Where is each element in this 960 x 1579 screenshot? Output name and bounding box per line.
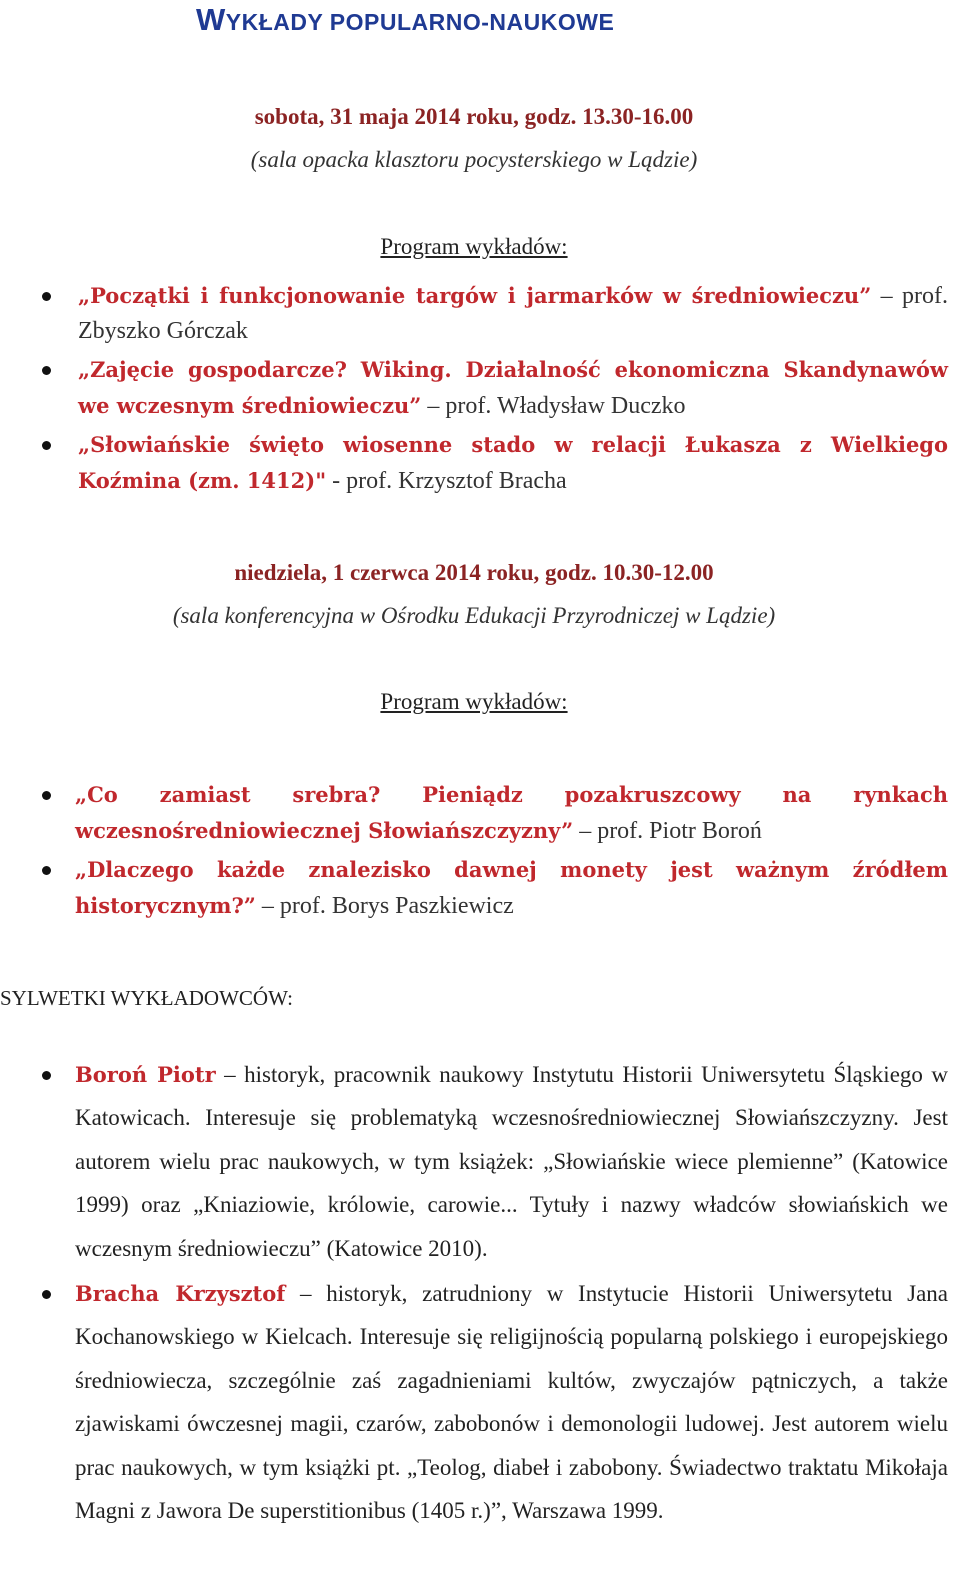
page-title-rest: YKŁADY POPULARNO-NAUKOWE [225, 9, 615, 35]
lecture-title: „Początki i funkcjonowanie targów i jarmarków w średniowieczu” [78, 283, 872, 308]
lecture-item [0, 427, 948, 499]
session1-lecture-list [0, 278, 948, 502]
lecturer: – prof. Władysław Duczko [421, 393, 686, 419]
session1-date: sobota, 31 maja 2014 roku, godz. 13.30-16.00 [254, 104, 694, 129]
bio-item [0, 1272, 948, 1532]
lecture-title: „Co zamiast srebra? Pieniądz pozakruszcowy na rynkach wczesnośredniowiecznej Słowiańszczyzny” [75, 782, 948, 843]
lecture-item [0, 777, 948, 849]
lecture-item [0, 352, 948, 424]
session2-venue: (sala konferencyjna w Ośrodku Edukacji Przyrodniczej w Lądzie) [172, 603, 776, 628]
lecturer: – prof. Zbyszko Górczak [78, 283, 948, 344]
bios-heading: SYLWETKI WYKŁADOWCÓW: [0, 986, 293, 1010]
lecture-item [0, 278, 948, 349]
session2-program-label: Program wykładów: [380, 689, 568, 714]
lecture-item [0, 852, 948, 924]
lecturer: - prof. Krzysztof Bracha [326, 468, 567, 494]
lecturer: – prof. Borys Paszkiewicz [255, 893, 514, 919]
session1-program-label: Program wykładów: [380, 234, 568, 259]
lecture-title: „Słowiańskie święto wiosenne stado w relacji Łukasza z Wielkiego Koźmina (zm. 1412)" [78, 432, 948, 493]
session2-date: niedziela, 1 czerwca 2014 roku, godz. 10.30-12.00 [234, 560, 714, 585]
page-title-initial: W [196, 2, 226, 37]
bio-text: – historyk, zatrudniony w Instytucie Historii Uniwersytetu Jana Kochanowskiego w Kielcach. Interesuje się religijnością popularną polskiego i europejskiego średniowiecza, szczególnie zaś zagadnieniami kultów, zwyczajów pątniczych, a także zjawiskami ówczesnej magii, czarów, zabobonów i demonologii ludowej. Jest autorem wielu prac naukowych, w tym książki pt. „Teolog, diabeł i zabobony. Świadectwo traktatu Mikołaja Magni z Jawora De superstitionibus (1405 r.)”, Warszawa 1999. [75, 1281, 949, 1524]
session2-lecture-list [0, 777, 948, 927]
lecture-title: „Dlaczego każde znalezisko dawnej monety jest ważnym źródłem historycznym?” [75, 857, 948, 918]
bio-text: – historyk, pracownik naukowy Instytutu Historii Uniwersytetu Śląskiego w Katowicach. Interesuje się problematyką wczesnośredniowiecznej Słowiańszczyzny. Jest autorem wielu prac naukowych, w tym książek: „Słowiańskie wiece plemienne” (Katowice 1999) oraz „Kniaziowie, królowie, carowie... Tytuły i nazwy władców słowiańskich we wczesnym średniowieczu” (Katowice 2010). [75, 1062, 948, 1261]
lecture-title: „Zajęcie gospodarcze? Wiking. Działalność ekonomiczna Skandynawów we wczesnym średniowieczu” [78, 357, 948, 418]
page-title [196, 2, 614, 38]
lecturer: – prof. Piotr Boroń [573, 818, 762, 844]
bio-name: Bracha Krzysztof [75, 1281, 286, 1307]
bio-item [0, 1053, 948, 1270]
session1-venue: (sala opacka klasztoru pocysterskiego w Lądzie) [250, 147, 698, 172]
bios-list [0, 1053, 948, 1534]
bio-name: Boroń Piotr [75, 1062, 216, 1087]
